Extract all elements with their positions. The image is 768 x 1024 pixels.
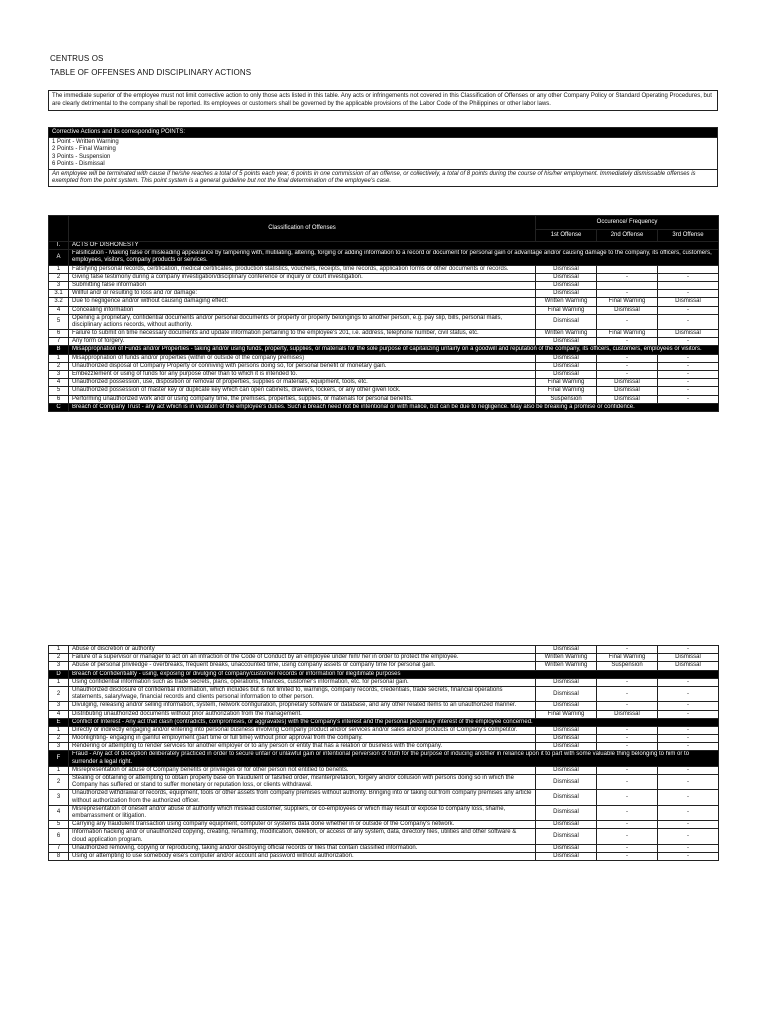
point-item: 3 Points - Suspension — [52, 153, 111, 160]
table-row — [49, 273, 719, 281]
third-offense-action: - — [658, 395, 719, 403]
row-number: 1 — [49, 354, 69, 362]
table-row — [49, 686, 719, 701]
row-number: 4 — [49, 306, 69, 314]
row-number: 1 — [49, 766, 69, 774]
first-offense-action: Dismissal — [536, 646, 597, 654]
offense-description: Embezzlement or using of funds for any purpose other than to which it is intended to. — [69, 371, 536, 379]
row-number: 5 — [49, 821, 69, 829]
document-title: TABLE OF OFFENSES AND DISCIPLINARY ACTIONS — [50, 68, 252, 77]
table-row — [49, 362, 719, 370]
row-number: 2 — [49, 654, 69, 662]
first-offense-action: Dismissal — [536, 290, 597, 298]
row-number: 5 — [49, 387, 69, 395]
row-number: 7 — [49, 338, 69, 346]
third-offense-action: Dismissal — [658, 330, 719, 338]
table-row — [49, 829, 719, 844]
first-offense-action: Dismissal — [536, 775, 597, 790]
table-row — [49, 371, 719, 379]
second-offense-action: - — [597, 775, 658, 790]
point-system-note: An employee will be terminated with cause if he/she reaches a total of 5 points each year, 6 points in one commission of an offense, or collectively, a total of 8 points during the course of his/her employment. Immediately dismissable offenses is exempted from the point system. This point system is a general guideline but not the final determination of the employee's case. — [49, 169, 718, 186]
third-offense-action: - — [658, 646, 719, 654]
second-offense-action: - — [597, 726, 658, 734]
third-offense-action: - — [658, 354, 719, 362]
first-offense-header: 1st Offense — [536, 230, 597, 242]
first-offense-action: Dismissal — [536, 805, 597, 820]
second-offense-action — [597, 265, 658, 273]
offense-description: Unauthorized possession of master key or duplicate key which can open cabinets, drawers, lockers, or any other given lock. — [69, 387, 536, 395]
table-row — [49, 678, 719, 686]
table-row — [49, 654, 719, 662]
second-offense-action: - — [597, 790, 658, 805]
point-item: 6 Points - Dismissal — [52, 160, 105, 167]
row-number: 5 — [49, 314, 69, 329]
second-offense-action: - — [597, 314, 658, 329]
table-row — [49, 265, 719, 273]
row-number: 8 — [49, 852, 69, 860]
row-number: 2 — [49, 735, 69, 743]
offense-description: Divulging, releasing and/or selling information, system, network configuration, proprietary software or database, and any other related items to an unauthorized manner. — [69, 702, 536, 710]
second-offense-action: Dismissal — [597, 710, 658, 718]
second-offense-action: - — [597, 354, 658, 362]
first-offense-action: Dismissal — [536, 829, 597, 844]
section-row — [49, 718, 719, 726]
table-row — [49, 662, 719, 670]
offense-description: Distributing unauthorized documents without prior authorization from the management. — [69, 710, 536, 718]
first-offense-action: Dismissal — [536, 766, 597, 774]
table-row — [49, 821, 719, 829]
third-offense-action: - — [658, 678, 719, 686]
third-offense-action — [658, 281, 719, 289]
second-offense-action: - — [597, 338, 658, 346]
second-offense-action: Dismissal — [597, 387, 658, 395]
second-offense-action: - — [597, 821, 658, 829]
third-offense-action: - — [658, 710, 719, 718]
third-offense-action: - — [658, 314, 719, 329]
offense-description: Falsifying personal records, certification, medical certificates, production statistics, vouchers, receipts, time records, application forms or other documents or records. — [69, 265, 536, 273]
offense-description: Stealing or obtaining or attempting to obtain property base on fraudulent or falsified order, misinterpretation, forgery and/or collusion with persons doing so in which the Company has suffered or stand to suffer monetary or reputation loss, or clients withdrawal. — [69, 775, 536, 790]
third-offense-action: - — [658, 766, 719, 774]
table-row — [49, 338, 719, 346]
second-offense-action: Final Warning — [597, 298, 658, 306]
offense-description: Failure of a supervisor or manager to act on an infraction of the Code of Conduct by an employee under him/ her in order to protect the employee. — [69, 654, 536, 662]
section-row — [49, 250, 719, 265]
third-offense-action: - — [658, 735, 719, 743]
offense-description: Unauthorized possession, use, disposition or removal of properties, supplies or materials, equipment, tools, etc. — [69, 379, 536, 387]
third-offense-action: - — [658, 702, 719, 710]
first-offense-action: Dismissal — [536, 790, 597, 805]
offense-description: Information hacking and/ or unauthorized copying, creating, renaming, modification, deletion, or access of any system, data, directory files, utilities and other software & cloud application program. — [69, 829, 536, 844]
offense-description: Failure to submit on time necessary documents and update information pertaining to the employee's 201, i.e. address, telephone number, civil status, etc. — [69, 330, 536, 338]
point-item: 2 Points - Final Warning — [52, 146, 116, 153]
first-offense-action: Dismissal — [536, 362, 597, 370]
section-description: Conflict of Interest - Any act that clash (contradicts, compromises, or aggravates) with the Company's interest and the personal pecuniary interest of the employee concerned. — [69, 718, 719, 726]
first-offense-action: Final Warning — [536, 387, 597, 395]
row-number: 7 — [49, 844, 69, 852]
offense-description: Unauthorized disposal of Company Property or conniving with persons doing so, for personal benefit or monetary gain. — [69, 362, 536, 370]
section-row — [49, 751, 719, 766]
first-offense-action: Final Warning — [536, 710, 597, 718]
section-letter: A — [49, 250, 69, 265]
first-offense-action: Dismissal — [536, 354, 597, 362]
corrective-heading: Corrective Actions and its corresponding POINTS: — [49, 128, 718, 138]
second-offense-action: - — [597, 743, 658, 751]
table-row — [49, 314, 719, 329]
classification-header: Classification of Offenses — [69, 216, 536, 242]
offense-description: Misrepresentation of oneself and/or abuse of authority which mislead customer, suppliers, or co-employees or which may result or expose to company loss, shame, embarrassment or litigation. — [69, 805, 536, 820]
second-offense-action: Dismissal — [597, 379, 658, 387]
row-number: 6 — [49, 829, 69, 844]
offense-description: Unauthorized withdrawal of records, equipment, tools or other assets from company premises without authority. Bringing into or taking out from company premises any article without authorization from the authorized officer. — [69, 790, 536, 805]
table-row — [49, 852, 719, 860]
table-row — [49, 805, 719, 820]
table-row — [49, 735, 719, 743]
second-offense-header: 2nd Offense — [597, 230, 658, 242]
row-number: 1 — [49, 646, 69, 654]
table-row — [49, 387, 719, 395]
company-name: CENTRUS OS — [50, 54, 104, 63]
table-row — [49, 766, 719, 774]
row-number: 4 — [49, 710, 69, 718]
section-description: Breach of Confidentiality - using, exposing or divulging of company/customer records or information for illegitimate purposes — [69, 670, 719, 678]
row-number: 2 — [49, 273, 69, 281]
first-offense-action: Dismissal — [536, 314, 597, 329]
second-offense-action: - — [597, 686, 658, 701]
offense-description: Unauthorized removing, copying or reproducing, taking and/or destroying official records or files that contain classified information. — [69, 844, 536, 852]
table-row — [49, 330, 719, 338]
first-offense-action: Final Warning — [536, 379, 597, 387]
row-number: 4 — [49, 379, 69, 387]
second-offense-action: Final Warning — [597, 654, 658, 662]
third-offense-action: - — [658, 821, 719, 829]
table-row — [49, 702, 719, 710]
row-number: 1 — [49, 726, 69, 734]
first-offense-action: Final Warning — [536, 306, 597, 314]
table-row — [49, 379, 719, 387]
second-offense-action: - — [597, 371, 658, 379]
third-offense-action — [658, 265, 719, 273]
section-description: Breach of Company Trust - any act which is in violation of the employee's duties. Such a breach need not be intentional or with malice, but can be due to negligence. May also be breaking a promise or confidence. — [69, 403, 719, 411]
first-offense-action: Dismissal — [536, 265, 597, 273]
first-offense-action: Dismissal — [536, 743, 597, 751]
first-offense-action: Dismissal — [536, 273, 597, 281]
row-number: 1 — [49, 678, 69, 686]
second-offense-action: - — [597, 362, 658, 370]
offense-description: Giving false testimony during a company investigation/disciplinary conference or inquiry or court investigation. — [69, 273, 536, 281]
category-row — [49, 242, 719, 250]
section-description: Misappropriation of Funds and/or Properties - taking and/or using funds, property, supplies, or materials for the sole purpose of capitalizing unfairly on a goodwill and reputation of the company, its officers, customers, employees or visitors. — [69, 346, 719, 354]
third-offense-action: - — [658, 686, 719, 701]
offense-description: Willful and/ or resulting to loss and /or damage: — [69, 290, 536, 298]
section-description: Fraud - Any act of deception deliberately practiced in order to secure unfair or unlawful gain or intentional perversion of truth for the purpose of inducing another in reliance upon it to part with some valuable thing belonging to him or to surrender a legal right. — [69, 751, 719, 766]
first-offense-action: Dismissal — [536, 371, 597, 379]
points-list — [49, 138, 718, 170]
offense-description: Unauthorized disclosure of confidential information, which includes but is not limited to, warnings, company records, credentials, trade secrets, financial operations statements, salary/wage, financial records and clients personal information to other person. — [69, 686, 536, 701]
table-row — [49, 743, 719, 751]
third-offense-action: - — [658, 338, 719, 346]
table-row — [49, 844, 719, 852]
offenses-table-1 — [48, 215, 719, 412]
first-offense-action: Written Warning — [536, 662, 597, 670]
section-row — [49, 670, 719, 678]
occurrence-header: Occurence/ Frequency — [536, 216, 719, 230]
offense-description: Concealing information — [69, 306, 536, 314]
row-number: 1 — [49, 265, 69, 273]
section-letter: D — [49, 670, 69, 678]
first-offense-action: Dismissal — [536, 726, 597, 734]
row-number: 6 — [49, 395, 69, 403]
table-row — [49, 790, 719, 805]
second-offense-action: - — [597, 735, 658, 743]
row-number: 3 — [49, 371, 69, 379]
corrective-actions-box — [48, 127, 718, 187]
first-offense-action: Dismissal — [536, 844, 597, 852]
second-offense-action: - — [597, 844, 658, 852]
second-offense-action: - — [597, 290, 658, 298]
second-offense-action — [597, 281, 658, 289]
table-row — [49, 710, 719, 718]
first-offense-action: Dismissal — [536, 678, 597, 686]
third-offense-action: - — [658, 726, 719, 734]
point-item: 1 Point - Written Warning — [52, 139, 119, 146]
offense-description: Misrepresentation or abuse of Company benefits or privileges or for other person not entitled to benefits. — [69, 766, 536, 774]
section-description: Falsification - Making false or misleading appearance by tampering with, mutilating, altering, forging or adding information to a record or document for personal gain or advantage and/or causing damage to the company, its officers, customers, employees, visitors, company products or services. — [69, 250, 719, 265]
offenses-table-2 — [48, 645, 719, 861]
third-offense-action: - — [658, 743, 719, 751]
table-row — [49, 354, 719, 362]
row-number: 3 — [49, 743, 69, 751]
offense-description: Opening a proprietary, confidential documents and/or personal documents or property or property belongings to another person, e.g. pay slip, bills, personal mails, disciplinary actions records, without authority. — [69, 314, 536, 329]
second-offense-action: - — [597, 702, 658, 710]
table-row — [49, 281, 719, 289]
first-offense-action: Dismissal — [536, 735, 597, 743]
offense-description: Using confidential information such as trade secrets, plans, operations, finances, customer's information, etc. for personal gain. — [69, 678, 536, 686]
intro-text: The immediate superior of the employee must not limit corrective action to only those acts listed in this table. Any acts or infringements not covered in this Classification of Offenses or any other Company Policy or Standard Operating Procedures, but are clearly detrimental to the company shall be reported. Its employees or customers shall be governed by the applicable provisions of the Labor Code of the Philippines or other labor laws. — [49, 91, 718, 111]
second-offense-action: - — [597, 273, 658, 281]
offense-description: Performing unauthorized work and/ or using company time, the premises, properties, supplies, or materials for personal benefits. — [69, 395, 536, 403]
table-row — [49, 726, 719, 734]
third-offense-action: - — [658, 290, 719, 298]
row-number: 3 — [49, 790, 69, 805]
offense-description: Using or attempting to use somebody else's computer and/or account and password without authorization. — [69, 852, 536, 860]
section-letter: F — [49, 751, 69, 766]
third-offense-action: - — [658, 829, 719, 844]
category-title: ACTS OF DISHONESTY — [69, 242, 719, 250]
row-number: 6 — [49, 330, 69, 338]
third-offense-action: - — [658, 387, 719, 395]
row-number: 2 — [49, 362, 69, 370]
third-offense-action: - — [658, 844, 719, 852]
offense-description: Abuse of personal priviledge - overbreaks, frequent breaks, unaccounted time, using company assets or company time for personal gain. — [69, 662, 536, 670]
offense-description: Submitting false information — [69, 281, 536, 289]
row-number: 3.2 — [49, 298, 69, 306]
first-offense-action: Dismissal — [536, 852, 597, 860]
section-row — [49, 346, 719, 354]
row-number: 3 — [49, 281, 69, 289]
second-offense-action: Dismissal — [597, 306, 658, 314]
offense-description: Rendering or attempting to render services for another employer or to any person or entity that has a relation or business with the company. — [69, 743, 536, 751]
table-row — [49, 395, 719, 403]
second-offense-action: - — [597, 805, 658, 820]
third-offense-action: - — [658, 371, 719, 379]
table-row — [49, 290, 719, 298]
third-offense-action: - — [658, 379, 719, 387]
third-offense-action: - — [658, 362, 719, 370]
second-offense-action: Suspension — [597, 662, 658, 670]
third-offense-action: - — [658, 273, 719, 281]
third-offense-action: - — [658, 852, 719, 860]
first-offense-action: Dismissal — [536, 338, 597, 346]
third-offense-action: Dismissal — [658, 298, 719, 306]
row-number: 4 — [49, 805, 69, 820]
first-offense-action: Dismissal — [536, 702, 597, 710]
section-letter: C — [49, 403, 69, 411]
table-row — [49, 646, 719, 654]
first-offense-action: Written Warning — [536, 654, 597, 662]
category-number: I. — [49, 242, 69, 250]
table-row — [49, 298, 719, 306]
offense-description: Due to negligence and/or without causing damaging effect: — [69, 298, 536, 306]
third-offense-action: - — [658, 306, 719, 314]
first-offense-action: Written Warning — [536, 298, 597, 306]
second-offense-action: Dismissal — [597, 395, 658, 403]
second-offense-action: - — [597, 646, 658, 654]
third-offense-action: - — [658, 805, 719, 820]
third-offense-action: Dismissal — [658, 662, 719, 670]
second-offense-action: Final Warning — [597, 330, 658, 338]
second-offense-action: - — [597, 678, 658, 686]
first-offense-action: Dismissal — [536, 281, 597, 289]
offense-description: Directly or indirectly engaging and/or entering into personal business involving Company product and/or services and/or sales and/or products of Company's competitor. — [69, 726, 536, 734]
row-number: 2 — [49, 686, 69, 701]
row-number: 3.1 — [49, 290, 69, 298]
section-row — [49, 403, 719, 411]
third-offense-header: 3rd Offense — [658, 230, 719, 242]
section-letter: E — [49, 718, 69, 726]
section-letter: B — [49, 346, 69, 354]
first-offense-action: Dismissal — [536, 686, 597, 701]
intro-box — [48, 90, 718, 111]
offense-description: Abuse of discretion or authority — [69, 646, 536, 654]
first-offense-action: Dismissal — [536, 821, 597, 829]
third-offense-action: - — [658, 775, 719, 790]
table-row — [49, 306, 719, 314]
second-offense-action: - — [597, 829, 658, 844]
row-number: 2 — [49, 775, 69, 790]
second-offense-action: - — [597, 766, 658, 774]
third-offense-action: - — [658, 790, 719, 805]
second-offense-action: - — [597, 852, 658, 860]
offense-description: Any form of forgery. — [69, 338, 536, 346]
offense-description: Moonlighting- engaging in gainful employment (part time or full time) without prior approval from the company. — [69, 735, 536, 743]
first-offense-action: Suspension — [536, 395, 597, 403]
third-offense-action: Dismissal — [658, 654, 719, 662]
row-number: 3 — [49, 662, 69, 670]
offense-description: Carrying any fraudulent transaction using company equipment, computer or systems data done whether in or outside of the Company's network. — [69, 821, 536, 829]
first-offense-action: Written Warning — [536, 330, 597, 338]
row-number: 3 — [49, 702, 69, 710]
table-row — [49, 775, 719, 790]
offense-description: Misappropriation of funds and/or properties (within or outside of the company premises) — [69, 354, 536, 362]
